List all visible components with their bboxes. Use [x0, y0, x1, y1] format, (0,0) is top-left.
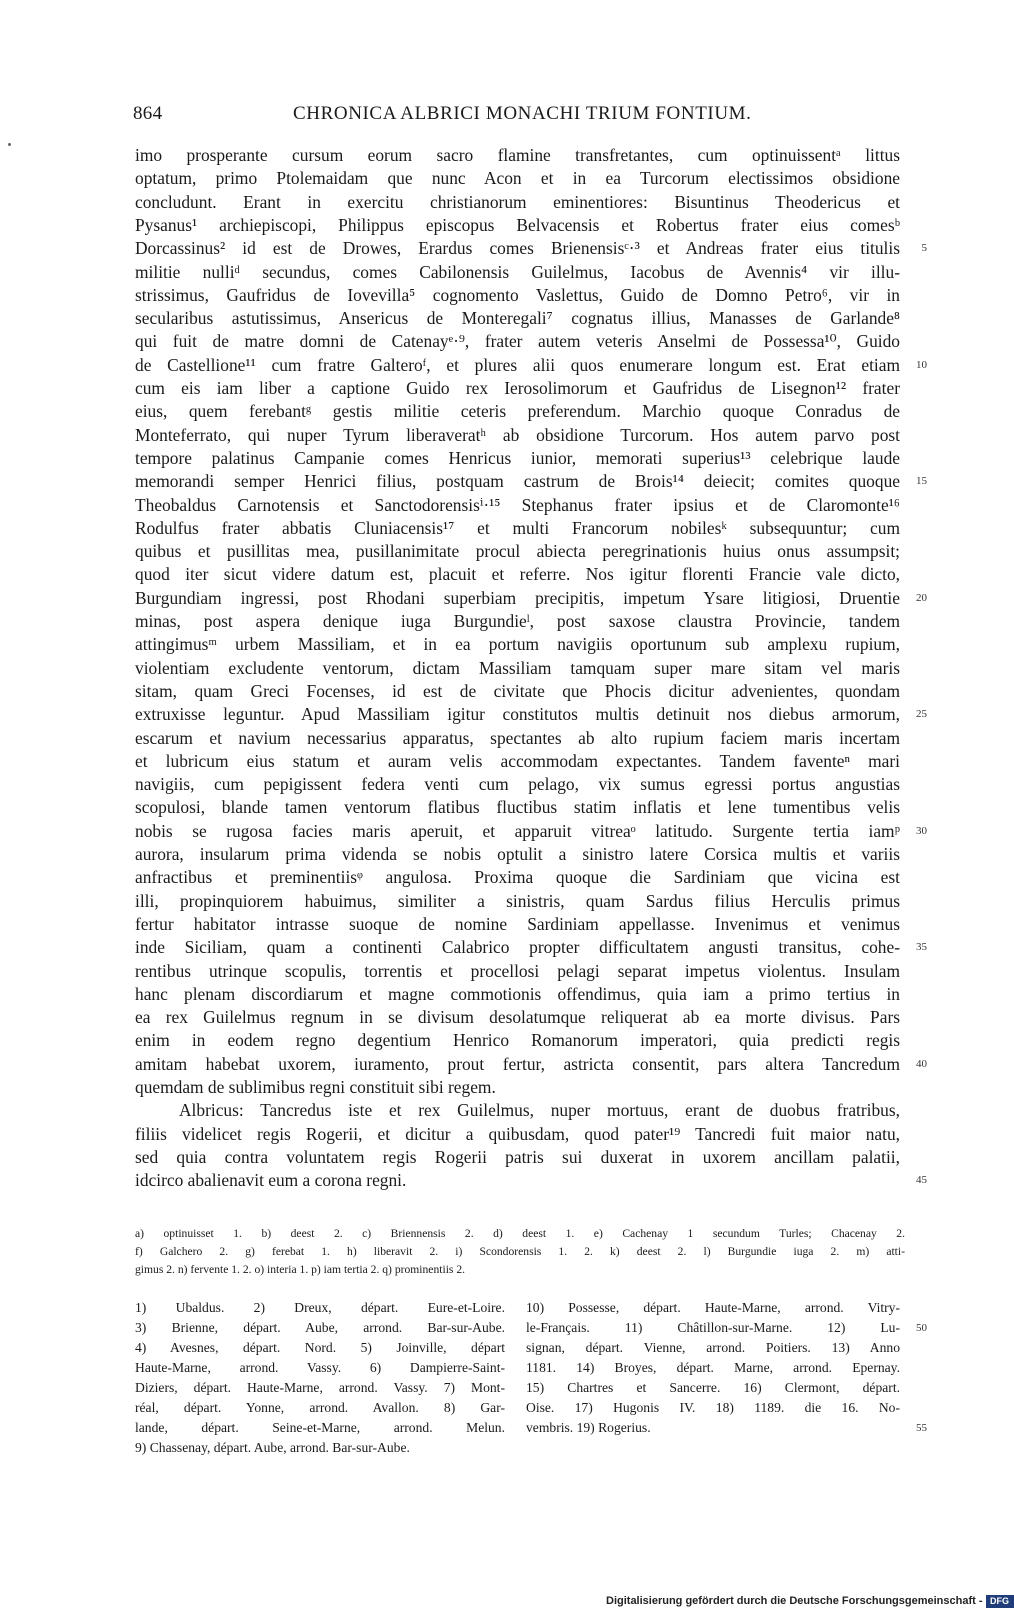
text-line: aurora, insularum prima videnda se nobis optulit a sinistro latere Corsica multis et variis	[135, 844, 900, 864]
text-line: memorandi semper Henrici filius, postquam castrum de Brois¹⁴ deiecit; comites quoque	[135, 471, 900, 492]
note-line: Diziers, départ. Haute-Marne, arrond. Vassy. 7) Mont-	[135, 1380, 505, 1395]
credit-text: Digitalisierung gefördert durch die Deutsche Forschungsgemeinschaft -	[606, 1595, 983, 1607]
text-line: extruxisse leguntur. Apud Massiliam igitur constitutos multis detinuit nos diebus armorum,	[135, 704, 900, 725]
note-line: lande, départ. Seine-et-Marne, arrond. Melun.	[135, 1420, 505, 1435]
apparatus-line: a) optinuisset 1. b) deest 2. c) Briennensis 2. d) deest 1. e) Cachenay 1 secundum Turles; Chacenay 2.	[135, 1227, 905, 1240]
text-line: idcirco abalienavit eum a corona regni.	[135, 1170, 407, 1191]
note-line: 10) Possesse, départ. Haute-Marne, arrond. Vitry-	[526, 1300, 900, 1315]
note-line: 9) Chassenay, départ. Aube, arrond. Bar-sur-Aube.	[135, 1440, 410, 1455]
note-line: vembris. 19) Rogerius.	[526, 1420, 651, 1435]
text-line: nobis se rugosa facies maris aperuit, et apparuit vitreaᵒ latitudo. Surgente tertia iamᵖ	[135, 820, 900, 841]
line-number: 5	[921, 242, 927, 255]
text-line: enim in eodem regno degentium Henrico Romanorum imperatori, quia predicti regis	[135, 1030, 900, 1051]
text-line: imo prosperante cursum eorum sacro flamine transfretantes, cum optinuissentᵃ littus	[135, 145, 900, 165]
text-line: optatum, primo Ptolemaidam que nunc Acon et in ea Turcorum electissimos obsidione	[135, 168, 900, 189]
text-line: concludunt. Erant in exercitu christianorum eminentiores: Bisuntinus Theodericus et	[135, 191, 900, 212]
note-line: Oise. 17) Hugonis IV. 18) 1189. die 16. No-	[526, 1400, 900, 1415]
text-line: Burgundiam ingressi, post Rhodani superbiam precipitis, impetum Ysare litigiosi, Druentie	[135, 587, 900, 608]
text-line: strissimus, Gaufridus de Iovevilla⁵ cognomento Vaslettus, Guido de Domno Petro⁶, vir in	[135, 284, 900, 305]
text-line: illi, propinquiorem habuimus, similiter a sinistris, quam Sardus filius Herculis primus	[135, 890, 900, 911]
text-line: Pysanus¹ archiepiscopi, Philippus episcopus Belvacensis et Robertus frater eius comesᵇ	[135, 214, 900, 235]
text-line: secularibus astutissimus, Ansericus de Monteregali⁷ cognatus illius, Manasses de Garlande⁸	[135, 308, 900, 329]
text-line: amitam habebat uxorem, iuramento, prout fertur, astricta consentit, pars altera Tancredum	[135, 1053, 900, 1074]
note-line: 4) Avesnes, départ. Nord. 5) Joinville, départ	[135, 1340, 505, 1355]
text-line: Rodulfus frater abbatis Cluniacensis¹⁷ et multi Francorum nobilesᵏ subsequuntur; cum	[135, 517, 900, 538]
text-line: quemdam de sublimibus regni constituit sibi regem.	[135, 1077, 496, 1097]
line-number: 35	[916, 941, 927, 954]
running-header	[133, 103, 903, 131]
text-line: navigiis, cum pepigissent federa venti cum pelago, vix sumus egressi portus angustias	[135, 774, 900, 795]
line-number: 15	[916, 475, 927, 488]
line-number: 10	[916, 358, 927, 371]
text-line: anfractibus et preminentiisᵠ angulosa. Proxima quoque die Sardiniam que vicina est	[135, 867, 900, 888]
line-number: 45	[916, 1174, 927, 1187]
digitization-credit	[606, 1592, 1010, 1611]
apparatus-line: f) Galchero 2. g) ferebat 1. h) liberavit 2. i) Scondorensis 1. 2. k) deest 2. l) Burgundie iuga 2. m) atti-	[135, 1245, 905, 1258]
text-line: tempore palatinus Campanie comes Henricus iunior, memorati superius¹³ celebrique laude	[135, 447, 900, 468]
text-line: fertur habitator intrasse suoque de nomine Sardiniam appellasse. Invenimus et venimus	[135, 913, 900, 934]
text-line: Monteferrato, qui nuper Tyrum liberaveratʰ ab obsidione Turcorum. Hos autem parvo post	[135, 424, 900, 445]
page-number: 864	[133, 103, 163, 124]
text-line: rentibus utrinque scopulis, torrentis et procellosi pelagi separat impetus violentus. Insulam	[135, 960, 900, 981]
text-line: inde Siciliam, quam a continenti Calabrico propter difficultatem angusti transitus, cohe-	[135, 937, 900, 958]
text-line: attingimusᵐ urbem Massiliam, et in ea portum navigiis oportunum sub amplexu rupium,	[135, 634, 900, 655]
note-line: réal, départ. Yonne, arrond. Avallon. 8) Gar-	[135, 1400, 505, 1415]
dfg-logo-icon: DFG	[986, 1595, 1014, 1608]
note-line: 3) Brienne, départ. Aube, arrond. Bar-sur-Aube.	[135, 1320, 505, 1335]
text-line: violentiam excludente ventorum, dictam Massiliam tamquam super mare sitam vel maris	[135, 657, 900, 678]
text-line: militie nulliᵈ secundus, comes Cabilonensis Guilelmus, Iacobus de Avennis⁴ vir illu-	[135, 261, 900, 282]
text-line: ea rex Guilelmus regnum in se divisum desolatumque reliquerat ab ea morte divisus. Pars	[135, 1007, 900, 1028]
text-line: escarum et navium necessarius apparatus, spectantes ab alto rupium faciem maris incertam	[135, 727, 900, 748]
apparatus-line: gimus 2. n) fervente 1. 2. o) interia 1. p) iam tertia 2. q) prominentiis 2.	[135, 1263, 466, 1276]
text-line: scopulosi, blande tamen ventorum flatibus fluctibus statim inflatis et lene tumentibus velis	[135, 797, 900, 818]
text-line: cum eis iam liber a captione Guido rex Ierosolimorum et Gaufridus de Lisegnon¹² frater	[135, 378, 900, 398]
text-line: sitam, quam Greci Focenses, id est de civitate que Phocis dicitur advenientes, quondam	[135, 680, 900, 701]
text-line: Dorcassinus² id est de Drowes, Erardus comes Brienensisᶜ·³ et Andreas frater eius titulis	[135, 238, 900, 259]
text-line: minas, post aspera denique iuga Burgundieˡ, post saxose claustra Provincie, tandem	[135, 611, 900, 631]
text-line: sed quia contra voluntatem regis Rogerii patris sui duxerat in uxorem ancillam palatii,	[135, 1146, 900, 1167]
line-number: 50	[916, 1322, 927, 1334]
line-number: 20	[916, 591, 927, 604]
text-line: quibus et pusillitas mea, pusillanimitate procul abiecta peregrinationis huius onus assumpsit;	[135, 541, 900, 562]
running-title: CHRONICA ALBRICI MONACHI TRIUM FONTIUM.	[293, 103, 752, 124]
line-number: 30	[916, 824, 927, 837]
note-line: 1) Ubaldus. 2) Dreux, départ. Eure-et-Loire.	[135, 1300, 505, 1315]
note-line: Haute-Marne, arrond. Vassy. 6) Dampierre-Saint-	[135, 1360, 505, 1375]
text-line: quod iter sicut videre datum est, placuit et referre. Nos igitur florenti Francie vale dicto,	[135, 564, 900, 585]
text-line: filiis videlicet regis Rogerii, et dicitur a quibusdam, quod pater¹⁹ Tancredi fuit maior natu,	[135, 1123, 900, 1144]
text-line: eius, quem ferebantᵍ gestis militie ceteris preferendum. Marchio quoque Conradus de	[135, 401, 900, 422]
text-line: hanc plenam discordiarum et magne commotionis offendimus, quia iam a primo tertius in	[135, 983, 900, 1004]
text-line: Theobaldus Carnotensis et Sanctodorensisⁱ·¹⁵ Stephanus frater ipsius et de Claromonte¹⁶	[135, 494, 900, 515]
text-line: de Castellione¹¹ cum fratre Galteroᶠ, et plures alii quos enumerare longum est. Erat etiam	[135, 354, 900, 375]
text-line: et lubricum eius statum et auram velis accommodam expectantes. Tandem faventeⁿ mari	[135, 750, 900, 771]
text-line: qui fuit de matre domni de Catenayᵉ·⁹, frater autem veteris Anselmi de Possessa¹⁰, Guido	[135, 331, 900, 352]
note-line: signan, départ. Vienne, arrond. Poitiers. 13) Anno	[526, 1340, 900, 1355]
text-line: Albricus: Tancredus iste et rex Guilelmus, nuper mortuus, erant de duobus fratribus,	[179, 1100, 900, 1121]
line-number: 40	[916, 1057, 927, 1070]
note-line: 1181. 14) Broyes, départ. Marne, arrond. Epernay.	[526, 1360, 900, 1375]
line-number: 55	[916, 1422, 927, 1434]
scan-speck	[8, 143, 11, 146]
note-line: le-Français. 11) Châtillon-sur-Marne. 12) Lu-	[526, 1320, 900, 1335]
note-line: 15) Chartres et Sancerre. 16) Clermont, départ.	[526, 1380, 900, 1395]
line-number: 25	[916, 708, 927, 721]
